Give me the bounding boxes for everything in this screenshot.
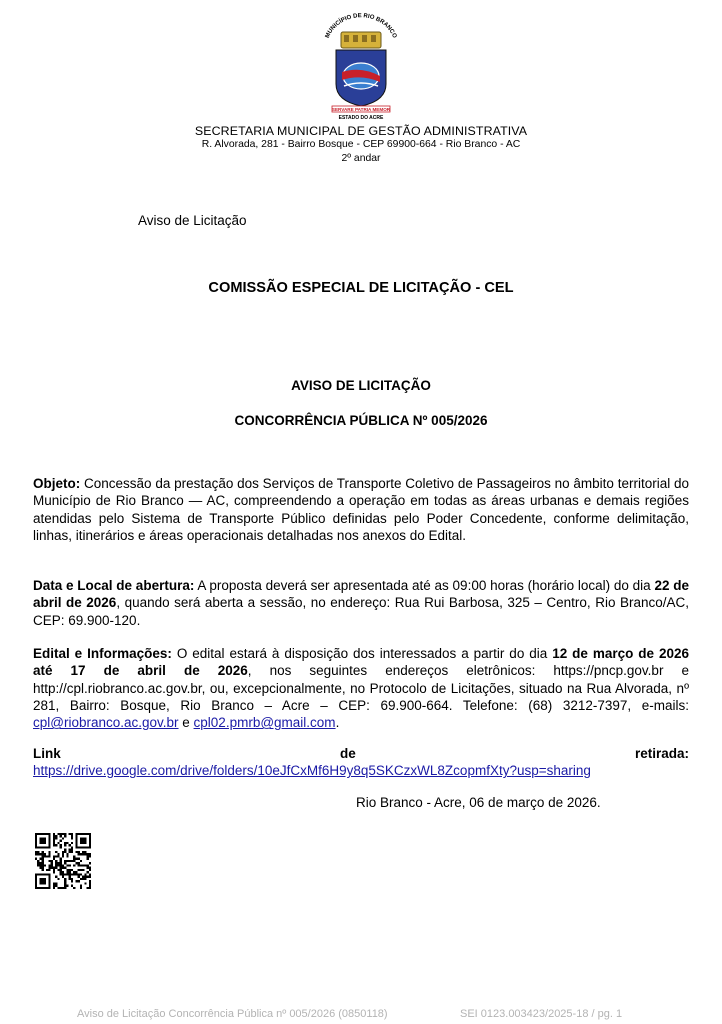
objeto-label: Objeto:	[33, 476, 81, 491]
abertura-date: 22 de abril de 2026	[33, 578, 689, 611]
competition-title: CONCORRÊNCIA PÚBLICA Nº 005/2026	[234, 413, 488, 428]
svg-text:MUNICÍPIO DE RIO BRANCO: MUNICÍPIO DE RIO BRANCO	[324, 13, 398, 40]
document-type-label: Aviso de Licitação	[138, 213, 247, 228]
header-floor: 2º andar	[341, 153, 381, 164]
coat-of-arms-icon	[318, 6, 404, 122]
header-secretaria: SECRETARIA MUNICIPAL DE GESTÃO ADMINISTRATIVA	[194, 124, 528, 138]
edital-text-2: , nos seguintes endereços eletrônicos: https://pncp.gov.br e http://cpl.riobranco.ac.gov.br, ou, excepcionalmente, no Protocolo de Licitações, situado na Rua Alvorada, nº 281, Bairro: Bosque, Rio Branco – Acre – CEP: 69.900-664. Telefone: (68) 3212-7397, e-mails:	[33, 663, 689, 713]
commission-title: COMISSÃO ESPECIAL DE LICITAÇÃO - CEL	[208, 280, 514, 296]
link-heading	[33, 745, 689, 762]
edital-dates: 12 de março de 2026 até 17 de abril de 2026	[33, 646, 689, 679]
edital-paragraph	[33, 645, 689, 731]
qr-code	[35, 833, 91, 889]
municipal-crest	[318, 6, 404, 122]
abertura-paragraph	[33, 577, 689, 629]
email-cpl02-link[interactable]: cpl02.pmrb@gmail.com	[193, 715, 336, 731]
drive-download-link[interactable]: https://drive.google.com/drive/folders/10eJfCxMf6H9y8q5SKCzxWL8ZcopmfXty?usp=sharing	[33, 763, 591, 779]
email-cpl-link[interactable]: cpl@riobranco.ac.gov.br	[33, 715, 179, 731]
link-word-2: de	[339, 746, 356, 761]
edital-and: e	[178, 715, 194, 731]
svg-text:ESTADO DO ACRE: ESTADO DO ACRE	[338, 115, 384, 121]
footer-sei-ref: SEI 0123.003423/2025-18 / pg. 1	[460, 1008, 623, 1020]
link-word-3: retirada:	[634, 746, 689, 761]
link-word-1: Link	[33, 746, 61, 761]
objeto-paragraph	[33, 475, 689, 544]
link-paragraph	[33, 745, 689, 780]
abertura-text-2: , quando será aberta a sessão, no endereço: Rua Rui Barbosa, 325 – Centro, Rio Branco/AC, CEP: 69.900-120.	[33, 595, 689, 628]
abertura-text-1: A proposta deverá ser apresentada até as 09:00 horas (horário local) do dia	[194, 578, 655, 593]
footer-document-ref: Aviso de Licitação Concorrência Pública nº 005/2026 (0850118)	[77, 1008, 388, 1020]
objeto-text: Concessão da prestação dos Serviços de Transporte Coletivo de Passageiros no âmbito territorial do Município de Rio Branco — AC, compreendendo a operação em todas as áreas urbanas e demais regiões atendidas pelo Sistema de Transporte Público definidas pelo Poder Concedente, conforme delimitação, linhas, itinerários e áreas operacionais detalhadas nos anexos do Edital.	[33, 476, 689, 543]
header-address: R. Alvorada, 281 - Bairro Bosque - CEP 69900-664 - Rio Branco - AC	[201, 139, 521, 150]
abertura-label: Data e Local de abertura:	[33, 578, 195, 593]
qr-code-icon	[35, 833, 91, 889]
edital-label: Edital e Informações:	[33, 646, 172, 661]
svg-text:SERVARE PATRIA MEMOR: SERVARE PATRIA MEMOR	[331, 106, 391, 112]
closing-date: Rio Branco - Acre, 06 de março de 2026.	[356, 795, 601, 810]
notice-title: AVISO DE LICITAÇÃO	[291, 378, 431, 393]
edital-end: .	[335, 715, 340, 731]
edital-text-1: O edital estará à disposição dos interessados a partir do dia	[171, 646, 553, 661]
